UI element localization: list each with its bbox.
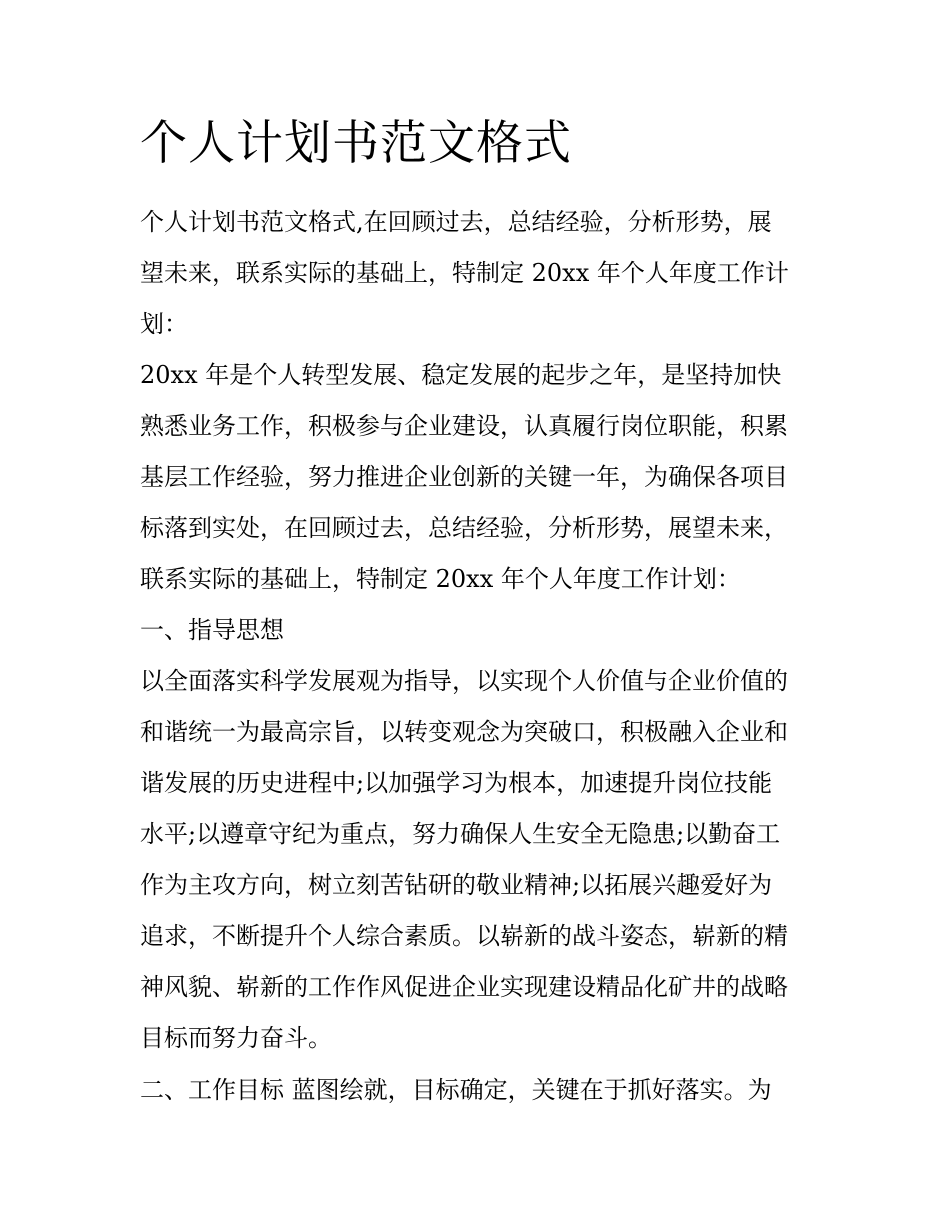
body-line: 标落到实处，在回顾过去，总结经验，分析形势，展望未来， <box>140 514 788 542</box>
body-line: 基层工作经验，努力推进企业创新的关键一年，为确保各项目 <box>140 463 788 491</box>
body-line: 个人计划书范文格式,在回顾过去，总结经验，分析形势，展 <box>140 208 772 236</box>
body-line: 联系实际的基础上，特制定 20xx 年个人年度工作计划： <box>140 565 741 593</box>
body-line: 20xx 年是个人转型发展、稳定发展的起步之年，是坚持加快 <box>140 361 782 389</box>
section-heading: 二、工作目标 蓝图绘就，目标确定，关键在于抓好落实。为 <box>140 1076 772 1104</box>
section-heading: 一、指导思想 <box>140 616 284 644</box>
body-line: 目标而努力奋斗。 <box>140 1024 332 1052</box>
body-line: 和谐统一为最高宗旨，以转变观念为突破口，积极融入企业和 <box>140 718 788 746</box>
body-line: 神风貌、崭新的工作作风促进企业实现建设精品化矿井的战略 <box>140 973 788 1001</box>
document-title: 个人计划书范文格式 <box>140 116 572 171</box>
body-line: 熟悉业务工作，积极参与企业建设，认真履行岗位职能，积累 <box>140 412 788 440</box>
body-line: 谐发展的历史进程中;以加强学习为根本，加速提升岗位技能 <box>140 769 773 797</box>
body-line: 划： <box>140 310 188 338</box>
body-line: 水平;以遵章守纪为重点，努力确保人生安全无隐患;以勤奋工 <box>140 820 781 848</box>
body-line: 追求，不断提升个人综合素质。以崭新的战斗姿态，崭新的精 <box>140 922 788 950</box>
body-line: 作为主攻方向，树立刻苦钻研的敬业精神;以拓展兴趣爱好为 <box>140 871 773 899</box>
body-line: 以全面落实科学发展观为指导，以实现个人价值与企业价值的 <box>140 667 788 695</box>
body-line: 望未来，联系实际的基础上，特制定 20xx 年个人年度工作计 <box>140 259 789 287</box>
